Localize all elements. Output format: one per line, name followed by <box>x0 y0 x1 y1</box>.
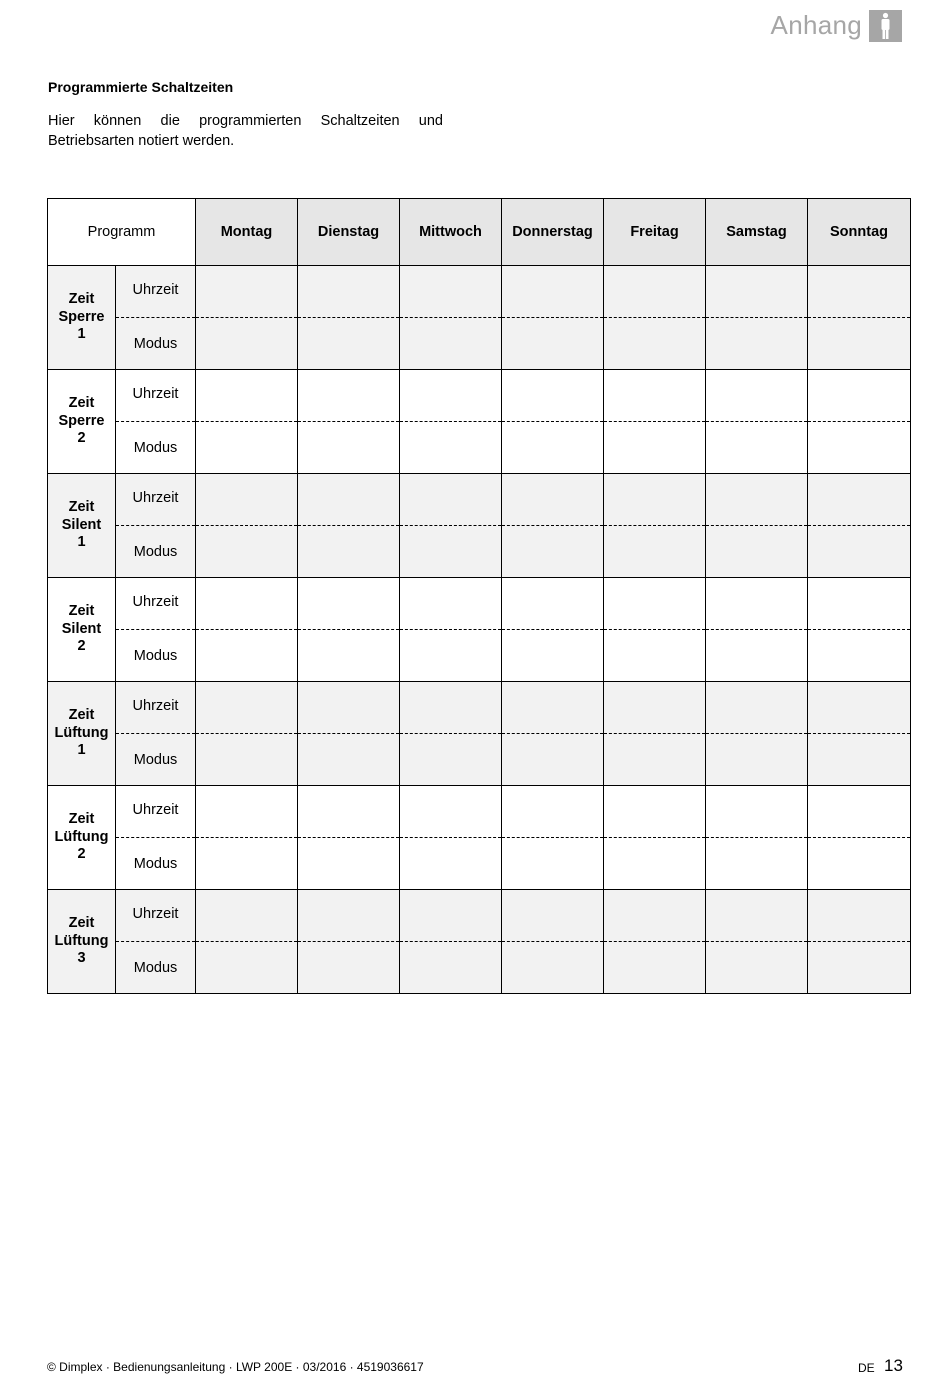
table-row <box>48 266 911 318</box>
table-row <box>48 734 911 786</box>
group-label-line: Zeit <box>68 915 95 932</box>
schedule-cell[interactable] <box>604 734 706 786</box>
schedule-cell[interactable] <box>298 630 400 682</box>
schedule-cell[interactable] <box>196 630 298 682</box>
group-label-line: Lüftung <box>54 724 109 741</box>
group-label-line: Zeit <box>68 395 95 412</box>
intro-text: Hier können die programmierten Schaltzeiten und Betriebsarten notiert werden. <box>48 113 443 149</box>
sub-row-label: Modus <box>133 647 178 664</box>
group-label-line: Lüftung <box>54 932 109 949</box>
schedule-cell[interactable] <box>808 318 911 370</box>
schedule-cell[interactable] <box>502 890 604 942</box>
schedule-cell[interactable] <box>502 318 604 370</box>
schedule-cell[interactable] <box>604 630 706 682</box>
sub-row-label: Modus <box>133 959 178 976</box>
schedule-cell[interactable] <box>400 734 502 786</box>
schedule-cell[interactable] <box>196 838 298 890</box>
program-group-label <box>48 890 116 994</box>
schedule-cell[interactable] <box>808 422 911 474</box>
schedule-cell[interactable] <box>196 942 298 994</box>
table-row <box>48 942 911 994</box>
schedule-cell[interactable] <box>706 838 808 890</box>
schedule-cell[interactable] <box>196 318 298 370</box>
schedule-cell[interactable] <box>298 942 400 994</box>
sub-row-label-time <box>116 578 196 630</box>
footer-language: DE <box>858 1361 875 1375</box>
schedule-cell[interactable] <box>808 734 911 786</box>
schedule-cell[interactable] <box>400 266 502 318</box>
group-label-line: Lüftung <box>54 828 109 845</box>
page-number: 13 <box>884 1356 903 1375</box>
schedule-cell[interactable] <box>808 578 911 630</box>
schedule-cell[interactable] <box>706 266 808 318</box>
table-row <box>48 890 911 942</box>
schedule-cell[interactable] <box>400 474 502 526</box>
table-row <box>48 526 911 578</box>
schedule-cell[interactable] <box>604 682 706 734</box>
section-title: Programmierte Schaltzeiten <box>48 79 234 95</box>
schedule-cell[interactable] <box>196 370 298 422</box>
sub-row-label-time <box>116 266 196 318</box>
schedule-cell[interactable] <box>196 890 298 942</box>
schedule-cell[interactable] <box>196 578 298 630</box>
table-row <box>48 422 911 474</box>
group-label-line: Sperre <box>58 308 105 325</box>
schedule-cell[interactable] <box>298 838 400 890</box>
sub-row-label-mode <box>116 942 196 994</box>
schedule-cell[interactable] <box>604 838 706 890</box>
footer-text: © Dimplex · Bedienungsanleitung · LWP 200E · 03/2016 · 4519036617 <box>47 1360 424 1374</box>
schedule-cell[interactable] <box>400 370 502 422</box>
sub-row-label: Modus <box>133 751 178 768</box>
table-row <box>48 318 911 370</box>
group-label-line: 1 <box>77 534 86 551</box>
schedule-cell[interactable] <box>502 682 604 734</box>
person-icon <box>869 10 902 42</box>
sub-row-label-time <box>116 370 196 422</box>
schedule-cell[interactable] <box>706 734 808 786</box>
schedule-cell[interactable] <box>502 942 604 994</box>
schedule-cell[interactable] <box>196 474 298 526</box>
group-label-line: 3 <box>77 950 86 967</box>
schedule-cell[interactable] <box>502 370 604 422</box>
sub-row-label: Modus <box>133 855 178 872</box>
day-header: Mittwoch <box>400 199 502 266</box>
sub-row-label: Uhrzeit <box>132 385 179 402</box>
schedule-cell[interactable] <box>298 266 400 318</box>
program-group-label <box>48 786 116 890</box>
day-header: Montag <box>196 199 298 266</box>
schedule-cell[interactable] <box>400 786 502 838</box>
sub-row-label-mode <box>116 318 196 370</box>
day-header: Sonntag <box>808 199 911 266</box>
schedule-cell[interactable] <box>808 682 911 734</box>
group-label-line: Zeit <box>68 291 95 308</box>
chapter-title: Anhang <box>770 10 862 40</box>
day-header: Freitag <box>604 199 706 266</box>
sub-row-label-time <box>116 474 196 526</box>
schedule-cell[interactable] <box>298 318 400 370</box>
schedule-cell[interactable] <box>502 734 604 786</box>
sub-row-label-time <box>116 890 196 942</box>
schedule-cell[interactable] <box>808 266 911 318</box>
schedule-cell[interactable] <box>706 942 808 994</box>
sub-row-label: Modus <box>133 335 178 352</box>
schedule-cell[interactable] <box>706 890 808 942</box>
sub-row-label-mode <box>116 526 196 578</box>
schedule-cell[interactable] <box>604 786 706 838</box>
schedule-cell[interactable] <box>604 370 706 422</box>
schedule-cell[interactable] <box>400 682 502 734</box>
schedule-cell[interactable] <box>298 526 400 578</box>
day-header: Samstag <box>706 199 808 266</box>
sub-row-label: Uhrzeit <box>132 697 179 714</box>
schedule-cell[interactable] <box>298 422 400 474</box>
group-label-line: Zeit <box>68 603 95 620</box>
schedule-cell[interactable] <box>400 630 502 682</box>
sub-row-label: Uhrzeit <box>132 801 179 818</box>
schedule-cell[interactable] <box>706 422 808 474</box>
schedule-cell[interactable] <box>808 890 911 942</box>
schedule-cell[interactable] <box>604 474 706 526</box>
schedule-cell[interactable] <box>604 318 706 370</box>
schedule-cell[interactable] <box>604 266 706 318</box>
schedule-cell[interactable] <box>298 474 400 526</box>
schedule-cell[interactable] <box>298 370 400 422</box>
sub-row-label-time <box>116 786 196 838</box>
schedule-cell[interactable] <box>196 734 298 786</box>
schedule-cell[interactable] <box>196 682 298 734</box>
schedule-cell[interactable] <box>298 734 400 786</box>
table-row <box>48 474 911 526</box>
schedule-cell[interactable] <box>604 578 706 630</box>
group-label-line: Zeit <box>68 707 95 724</box>
schedule-cell[interactable] <box>706 474 808 526</box>
schedule-cell[interactable] <box>706 370 808 422</box>
schedule-cell[interactable] <box>604 942 706 994</box>
table-row <box>48 838 911 890</box>
schedule-table <box>47 198 911 994</box>
schedule-cell[interactable] <box>604 526 706 578</box>
schedule-cell[interactable] <box>400 318 502 370</box>
sub-row-label: Uhrzeit <box>132 905 179 922</box>
table-header-row <box>48 199 911 266</box>
sub-row-label: Modus <box>133 439 178 456</box>
schedule-cell[interactable] <box>808 786 911 838</box>
sub-row-label: Modus <box>133 543 178 560</box>
group-label-line: 2 <box>77 846 86 863</box>
sub-row-label: Uhrzeit <box>132 281 179 298</box>
schedule-cell[interactable] <box>298 786 400 838</box>
day-header: Dienstag <box>298 199 400 266</box>
schedule-cell[interactable] <box>502 786 604 838</box>
schedule-cell[interactable] <box>604 890 706 942</box>
schedule-cell[interactable] <box>706 786 808 838</box>
schedule-cell[interactable] <box>502 474 604 526</box>
program-group-label <box>48 578 116 682</box>
group-label-line: Zeit <box>68 499 95 516</box>
schedule-cell[interactable] <box>196 526 298 578</box>
schedule-cell[interactable] <box>400 942 502 994</box>
group-label-line: 1 <box>77 326 86 343</box>
sub-row-label: Uhrzeit <box>132 593 179 610</box>
sub-row-label-mode <box>116 630 196 682</box>
schedule-cell[interactable] <box>502 526 604 578</box>
schedule-cell[interactable] <box>298 578 400 630</box>
schedule-cell[interactable] <box>196 266 298 318</box>
table-row <box>48 630 911 682</box>
schedule-cell[interactable] <box>808 838 911 890</box>
group-label-line: Sperre <box>58 412 105 429</box>
schedule-cell[interactable] <box>502 838 604 890</box>
schedule-cell[interactable] <box>706 578 808 630</box>
schedule-cell[interactable] <box>706 318 808 370</box>
group-label-line: Silent <box>61 620 102 637</box>
schedule-cell[interactable] <box>502 266 604 318</box>
schedule-cell[interactable] <box>400 890 502 942</box>
schedule-cell[interactable] <box>706 526 808 578</box>
schedule-cell[interactable] <box>400 838 502 890</box>
group-label-line: Silent <box>61 516 102 533</box>
sub-row-label: Uhrzeit <box>132 489 179 506</box>
schedule-cell[interactable] <box>400 526 502 578</box>
schedule-cell[interactable] <box>400 578 502 630</box>
schedule-cell[interactable] <box>808 370 911 422</box>
schedule-cell[interactable] <box>196 786 298 838</box>
schedule-cell[interactable] <box>706 682 808 734</box>
program-group-label <box>48 266 116 370</box>
schedule-cell[interactable] <box>196 422 298 474</box>
schedule-cell[interactable] <box>298 682 400 734</box>
program-group-label <box>48 370 116 474</box>
schedule-cell[interactable] <box>502 630 604 682</box>
table-row <box>48 578 911 630</box>
group-label-line: 2 <box>77 638 86 655</box>
sub-row-label-mode <box>116 734 196 786</box>
table-row <box>48 682 911 734</box>
day-header: Donnerstag <box>502 199 604 266</box>
schedule-cell[interactable] <box>502 578 604 630</box>
sub-row-label-mode <box>116 838 196 890</box>
schedule-cell[interactable] <box>808 630 911 682</box>
schedule-cell[interactable] <box>400 422 502 474</box>
schedule-cell[interactable] <box>604 422 706 474</box>
group-label-line: 2 <box>77 430 86 447</box>
sub-row-label-time <box>116 682 196 734</box>
schedule-cell[interactable] <box>808 942 911 994</box>
group-label-line: 1 <box>77 742 86 759</box>
schedule-cell[interactable] <box>808 474 911 526</box>
schedule-cell[interactable] <box>808 526 911 578</box>
program-header: Programm <box>48 199 196 266</box>
sub-row-label-mode <box>116 422 196 474</box>
group-label-line: Zeit <box>68 811 95 828</box>
schedule-cell[interactable] <box>502 422 604 474</box>
schedule-cell[interactable] <box>298 890 400 942</box>
table-row <box>48 786 911 838</box>
program-group-label <box>48 682 116 786</box>
schedule-cell[interactable] <box>706 630 808 682</box>
table-row <box>48 370 911 422</box>
program-group-label <box>48 474 116 578</box>
